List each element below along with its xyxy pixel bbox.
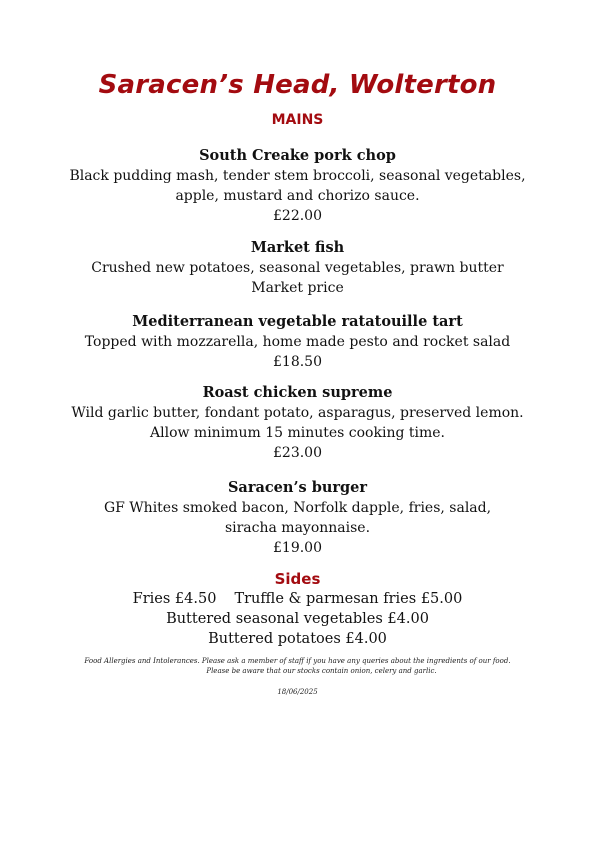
side-item: Buttered seasonal vegetables £4.00 (166, 611, 429, 627)
item-price: £23.00 (273, 445, 322, 461)
item-name: Saracen’s burger (227, 479, 368, 496)
menu-item-market-fish (0, 238, 595, 298)
item-price: £18.50 (273, 354, 322, 370)
side-item: Buttered potatoes £4.00 (208, 631, 387, 647)
menu-item-burger (0, 478, 595, 558)
menu-date: 18/06/2025 (277, 688, 318, 696)
item-description: Allow minimum 15 minutes cooking time. (150, 425, 445, 441)
side-item: Fries £4.50 (132, 591, 217, 607)
restaurant-title: Saracen’s Head, Wolterton (98, 70, 497, 100)
item-name: Market fish (250, 239, 345, 256)
item-name: Mediterranean vegetable ratatouille tart (132, 313, 463, 330)
item-price: Market price (251, 280, 344, 296)
item-description: Black pudding mash, tender stem broccoli, seasonal vegetables, (69, 168, 526, 184)
allergy-footnote (0, 656, 595, 676)
item-name: South Creake pork chop (199, 147, 396, 164)
menu-item-chicken-supreme (0, 383, 595, 463)
item-price: £19.00 (273, 540, 322, 556)
item-description: siracha mayonnaise. (224, 520, 371, 536)
footnote-line: Food Allergies and Intolerances. Please ask a member of staff if you have any queries about the ingredients of our food. (84, 657, 511, 665)
sides-heading: Sides (274, 570, 321, 588)
footnote-line: Please be aware that our stocks contain onion, celery and garlic. (206, 667, 437, 675)
item-description: Wild garlic butter, fondant potato, asparagus, preserved lemon. (71, 405, 524, 421)
item-price: £22.00 (273, 208, 322, 224)
item-name: Roast chicken supreme (202, 384, 393, 401)
sides-list (0, 589, 595, 649)
item-description: Crushed new potatoes, seasonal vegetables, prawn butter (91, 260, 504, 276)
item-description: apple, mustard and chorizo sauce. (175, 188, 420, 204)
sides-row (0, 589, 595, 609)
item-description: GF Whites smoked bacon, Norfolk dapple, fries, salad, (103, 500, 492, 516)
mains-heading: MAINS (271, 112, 324, 128)
menu-item-pork-chop (0, 146, 595, 226)
item-description: Topped with mozzarella, home made pesto and rocket salad (84, 334, 511, 350)
menu-item-ratatouille-tart (0, 312, 595, 372)
side-item: Truffle & parmesan fries £5.00 (234, 591, 463, 607)
